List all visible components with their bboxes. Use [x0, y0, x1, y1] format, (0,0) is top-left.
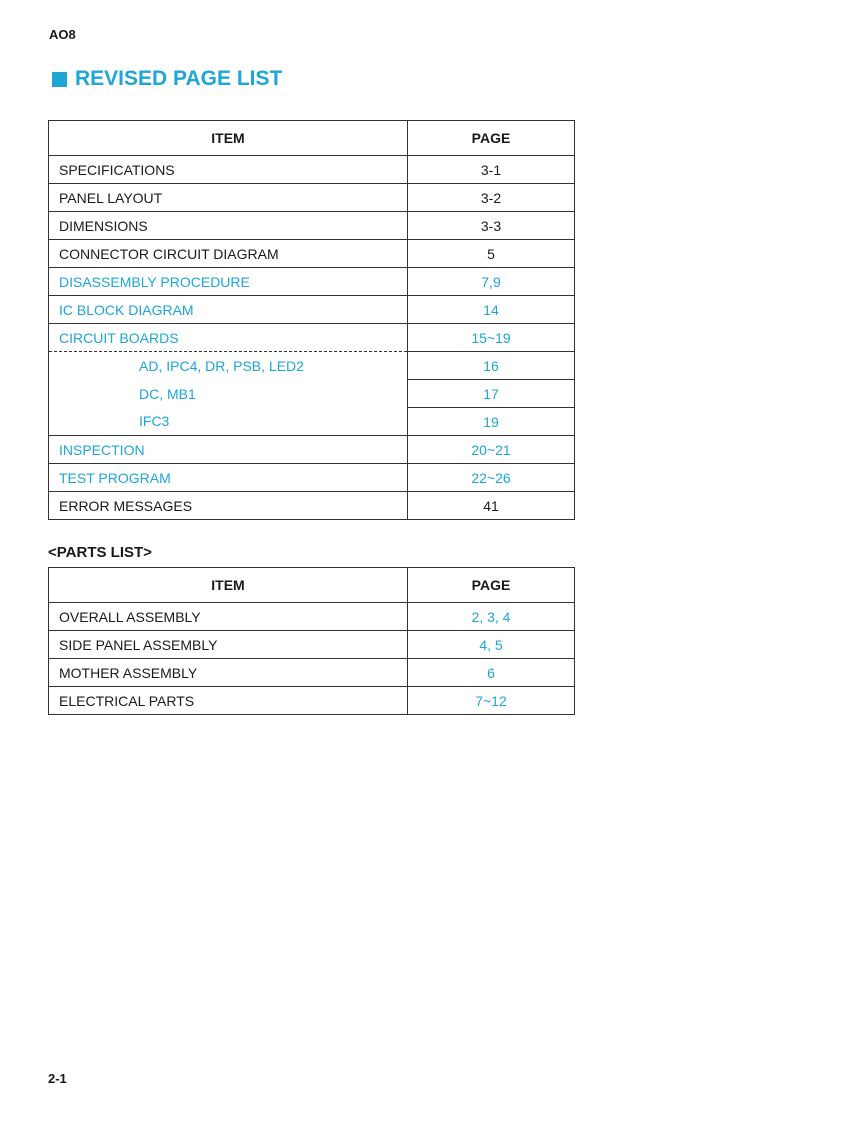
row-item-link[interactable]: INSPECTION: [49, 436, 408, 464]
row-page: 41: [408, 492, 575, 520]
square-icon: [52, 72, 67, 87]
row-page-link[interactable]: 7~12: [408, 687, 575, 715]
page-number: 2-1: [48, 1071, 67, 1086]
row-page-link[interactable]: 14: [408, 296, 575, 324]
row-item: PANEL LAYOUT: [49, 184, 408, 212]
table-row: [49, 492, 575, 520]
parts-list-table: [48, 567, 575, 715]
row-page: 3-2: [408, 184, 575, 212]
table-row: [49, 324, 575, 352]
column-header-page: PAGE: [408, 121, 575, 156]
column-header-item: ITEM: [49, 568, 408, 603]
row-item: ERROR MESSAGES: [49, 492, 408, 520]
table-row: [49, 659, 575, 687]
row-page-link[interactable]: 22~26: [408, 464, 575, 492]
row-item: OVERALL ASSEMBLY: [49, 603, 408, 631]
sub-row-page-link[interactable]: 17: [408, 380, 575, 408]
row-item-link[interactable]: DISASSEMBLY PROCEDURE: [49, 268, 408, 296]
table-row-sub: [49, 380, 575, 408]
table-header-row: [49, 568, 575, 603]
sub-row-item-link[interactable]: IFC3: [49, 408, 408, 436]
row-item: DIMENSIONS: [49, 212, 408, 240]
document-code: AO8: [49, 27, 76, 42]
row-page: 5: [408, 240, 575, 268]
row-page: 3-3: [408, 212, 575, 240]
row-item-link[interactable]: IC BLOCK DIAGRAM: [49, 296, 408, 324]
column-header-item: ITEM: [49, 121, 408, 156]
section-title: [52, 67, 282, 91]
row-item-link[interactable]: TEST PROGRAM: [49, 464, 408, 492]
sub-row-item-link[interactable]: AD, IPC4, DR, PSB, LED2: [49, 352, 408, 380]
table-row: [49, 631, 575, 659]
row-item: SPECIFICATIONS: [49, 156, 408, 184]
table-row: [49, 687, 575, 715]
row-item: SIDE PANEL ASSEMBLY: [49, 631, 408, 659]
row-page-link[interactable]: 15~19: [408, 324, 575, 352]
table-header-row: [49, 121, 575, 156]
row-page-link[interactable]: 20~21: [408, 436, 575, 464]
row-page-link[interactable]: 2, 3, 4: [408, 603, 575, 631]
row-item-link[interactable]: CIRCUIT BOARDS: [49, 324, 408, 352]
row-item: ELECTRICAL PARTS: [49, 687, 408, 715]
table-row: [49, 184, 575, 212]
row-page-link[interactable]: 4, 5: [408, 631, 575, 659]
table-row: [49, 268, 575, 296]
row-page-link[interactable]: 7,9: [408, 268, 575, 296]
sub-row-page-link[interactable]: 19: [408, 408, 575, 436]
section-title-text: REVISED PAGE LIST: [75, 67, 283, 90]
parts-list-heading: <PARTS LIST>: [48, 544, 152, 561]
row-page: 3-1: [408, 156, 575, 184]
table-row: [49, 240, 575, 268]
column-header-page: PAGE: [408, 568, 575, 603]
table-row: [49, 603, 575, 631]
row-item: CONNECTOR CIRCUIT DIAGRAM: [49, 240, 408, 268]
row-item: MOTHER ASSEMBLY: [49, 659, 408, 687]
sub-row-page-link[interactable]: 16: [408, 352, 575, 380]
revised-page-list-table: [48, 120, 575, 520]
table-row: [49, 296, 575, 324]
row-page-link[interactable]: 6: [408, 659, 575, 687]
table-row-sub: [49, 352, 575, 380]
table-row: [49, 212, 575, 240]
table-row-sub: [49, 408, 575, 436]
sub-row-item-link[interactable]: DC, MB1: [49, 380, 408, 408]
table-row: [49, 156, 575, 184]
table-row: [49, 436, 575, 464]
table-row: [49, 464, 575, 492]
